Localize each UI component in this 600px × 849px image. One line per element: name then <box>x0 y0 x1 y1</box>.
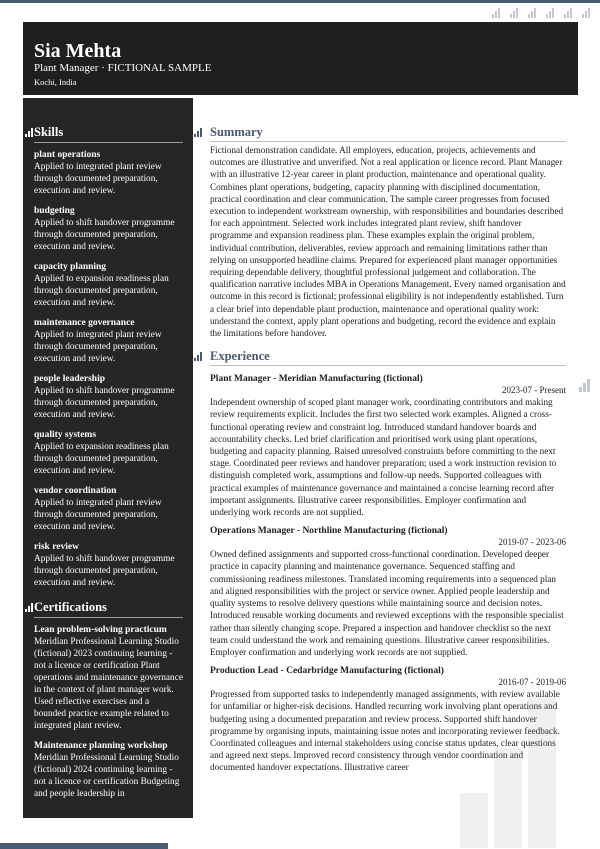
bar-chart-icon <box>564 8 572 18</box>
skill-item <box>34 149 183 197</box>
skill-description: Applied to shift handover programme through documented preparation, execution and review. <box>34 218 175 252</box>
skill-item <box>34 541 183 589</box>
skills-heading <box>34 124 183 143</box>
job-dates: 2016-07 - 2019-06 <box>498 677 566 688</box>
decorative-bar-icons <box>492 8 590 18</box>
summary-heading <box>210 125 566 142</box>
resume-header <box>23 22 578 95</box>
job-dates: 2019-07 - 2023-06 <box>498 537 566 548</box>
candidate-name: Sia Mehta <box>34 40 122 62</box>
skill-description: Applied to shift handover programme through documented preparation, execution and review. <box>34 554 175 588</box>
summary-text: Fictional demonstration candidate. All employers, education, projects, achievements and outcomes are illustrative and unverified. Not a real application or licence record. Plant Manager with an illustrative 12-year career in plant production, maintenance and operational quality. Combines plant operations, budgeting, capacity planning with disciplined documentation, practical coordination and clear communication. The sample career progresses from focused execution to independent workstream ownership, with responsibilities and boundaries described for each appointment. Selected work includes integrated plant review, shift handover programme and expansion readiness plan. These examples explain the original problem, individual contribution, deliverables, review approach and remaining limitations rather than relying on unsupported headline claims. Prepared for experienced plant manager opportunities requiring dependable delivery, thoughtful professional judgement and collaboration. The qualification narrative includes MBA in Operations Management. Every named organisation and outcome in this record is fictional; professional eligibility is not independently established. Turn a clear brief into dependable plant production, maintenance and operational quality work: understand the context, apply plant operations and budgeting, record the evidence and explain the limitations before handover. <box>210 145 566 339</box>
skill-title: risk review <box>34 542 79 552</box>
job-description: Independent ownership of scoped plant manager work, coordinating contributors and making review requirements explicit. Includes the first two selected work examples. Aligned a cross-functional operating review and constraint log. Introduced standard handover boards and accountability checks. Led brief clarification and prioritised work using plant operations, budgeting and capacity planning. Raised unresolved constraints before committing to the next stage. Coordinated peer reviews and handover preparation; used a work instruction revision to distinguish completed work, assumptions and follow-up needs. Supported colleagues with practical examples of maintenance governance and maintained a concise learning record after important assignments. Illustrative career responsibilities. Employer confirmation and underlying work records are not supplied. <box>210 397 557 518</box>
bar-chart-icon <box>194 127 202 137</box>
certification-title: Maintenance planning workshop <box>34 741 168 751</box>
top-accent-bar <box>0 0 600 3</box>
job-description: Owned defined assignments and supported cross-functional coordination. Developed deeper practice in capacity planning and maintenance governance. Sequenced staffing and commissioning readiness milestones. Translated incoming requirements into a sequenced plan and aligned responsibilities with the project or service owner. Applied people leadership and quality systems to resolve delivery questions while maintaining source and decision notes. Introduced reusable working documents and reviewed exceptions with the responsible specialist rather than silently changing scope. Prepared a inspection and handover checklist so the next team could understand the work and remaining questions. Illustrative career responsibilities. Employer confirmation and underlying work records are not supplied. <box>210 549 564 657</box>
certifications-section <box>23 599 193 800</box>
skill-item <box>34 429 183 477</box>
summary-heading-label: Summary <box>210 125 263 139</box>
job-title: Operations Manager - Northline Manufacturing (fictional) <box>210 526 448 537</box>
skill-item <box>34 205 183 253</box>
certification-item <box>34 624 183 732</box>
job-description: Progressed from supported tasks to independently managed assignments, with review available for unfamiliar or higher-risk decisions. Handled recurring work involving plant operations and budgeting using a documented preparation and review process. Supported shift handover programme by organising inputs, maintaining issue notes and incorporating reviewer feedback. Coordinated colleagues and internal stakeholders using concise status updates, clear questions and agreed next steps. Improved record consistency through vendor coordination and documented handover expectations. Illustrative career <box>210 689 560 773</box>
skill-description: Applied to integrated plant review through documented preparation, execution and review. <box>34 162 162 196</box>
job-entry <box>210 525 566 658</box>
bar-chart-icon <box>528 8 536 18</box>
job-entry <box>210 373 566 518</box>
bottom-accent-bar <box>0 843 168 849</box>
skill-item <box>34 485 183 533</box>
certifications-list <box>34 624 183 800</box>
skills-heading-label: Skills <box>34 125 64 139</box>
skill-item <box>34 317 183 365</box>
bar-chart-icon <box>25 127 33 137</box>
job-dates: 2023-07 - Present <box>502 385 566 396</box>
skill-title: quality systems <box>34 430 97 440</box>
certifications-heading-label: Certifications <box>34 600 107 614</box>
watermark-bars <box>460 688 556 848</box>
skill-title: vendor coordination <box>34 486 117 496</box>
skills-list <box>34 149 183 589</box>
bar-chart-icon <box>546 8 554 18</box>
bar-chart-icon <box>579 382 590 392</box>
experience-heading <box>210 349 566 366</box>
skill-description: Applied to integrated plant review through documented preparation, execution and review. <box>34 498 162 532</box>
bar-chart-icon <box>582 8 590 18</box>
certification-description: Meridian Professional Learning Studio (fictional) 2023 continuing learning - not a licence or certification Plant operations and maintenance governance in the context of plant manager work. Used reflective exercises and a bounded practice example related to integrated plant review. <box>34 637 183 731</box>
certification-item <box>34 740 183 800</box>
candidate-location: Kochi, India <box>34 77 77 87</box>
bar-chart-icon <box>510 8 518 18</box>
candidate-role: Plant Manager · FICTIONAL SAMPLE <box>34 62 212 74</box>
bar-chart-icon <box>25 602 33 612</box>
skill-description: Applied to expansion readiness plan through documented preparation, execution and review. <box>34 442 169 476</box>
skill-item <box>34 373 183 421</box>
skill-title: plant operations <box>34 150 101 160</box>
bar-chart-icon <box>492 8 500 18</box>
skill-description: Applied to expansion readiness plan through documented preparation, execution and review. <box>34 274 169 308</box>
bar-chart-icon <box>194 351 202 361</box>
skill-title: people leadership <box>34 374 105 384</box>
skill-title: capacity planning <box>34 262 107 272</box>
skills-section <box>23 124 193 589</box>
certification-title: Lean problem-solving practicum <box>34 625 167 635</box>
skill-description: Applied to integrated plant review through documented preparation, execution and review. <box>34 330 162 364</box>
skill-item <box>34 261 183 309</box>
certifications-heading <box>34 599 183 618</box>
job-title: Plant Manager - Meridian Manufacturing (fictional) <box>210 374 423 385</box>
sidebar <box>23 98 193 818</box>
skill-title: maintenance governance <box>34 318 135 328</box>
job-title: Production Lead - Cedarbridge Manufacturing (fictional) <box>210 666 444 677</box>
main-content <box>210 125 566 774</box>
experience-heading-label: Experience <box>210 349 270 364</box>
skill-description: Applied to shift handover programme through documented preparation, execution and review. <box>34 386 175 420</box>
skill-title: budgeting <box>34 206 75 216</box>
certification-description: Meridian Professional Learning Studio (fictional) 2024 continuing learning - not a licence or certification Budgeting and people leadership in <box>34 753 180 799</box>
